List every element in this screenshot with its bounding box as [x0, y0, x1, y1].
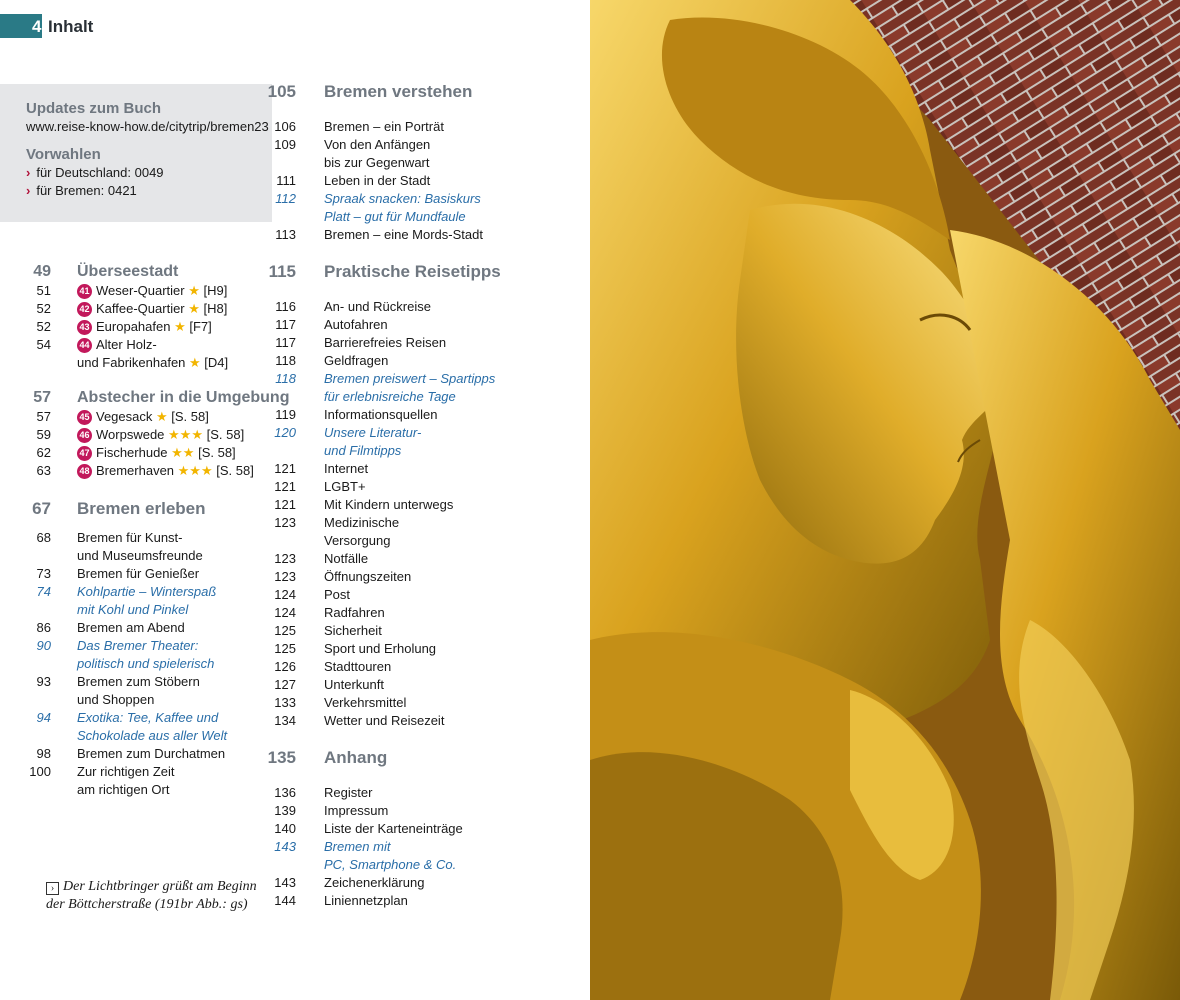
toc-entry-label: Radfahren — [324, 605, 385, 620]
toc-entry-label: und Filmtipps — [324, 443, 402, 458]
toc-page-number — [0, 856, 324, 874]
toc-entry[interactable] — [0, 406, 590, 424]
sight-number-badge: 46 — [77, 428, 92, 443]
toc-page-number: 139 — [274, 803, 296, 818]
toc-page-number: 140 — [274, 821, 296, 836]
toc-page-number: 125 — [274, 623, 296, 638]
toc-page-number: 93 — [36, 674, 51, 689]
toc-page-number: 123 — [274, 515, 296, 530]
toc-page-number: 134 — [274, 713, 296, 728]
toc-entry-label: Sicherheit — [324, 623, 382, 638]
toc-entry-label: Zur richtigen Zeit — [77, 764, 175, 779]
toc-entry-label: Notfälle — [324, 551, 369, 566]
toc-entry-label: Bremen für Genießer — [77, 566, 200, 581]
toc-page-number: 117 — [275, 317, 296, 332]
toc-entry-label: für erlebnisreiche Tage — [324, 389, 456, 404]
toc-entry-label: Liste der Karteneinträge — [324, 821, 463, 836]
toc-entry-label: Platt – gut für Mundfaule — [324, 209, 466, 224]
section-heading — [0, 262, 590, 282]
toc-page-number: 112 — [275, 191, 296, 206]
toc-page-number: 73 — [36, 566, 51, 581]
star-rating: ★ — [188, 283, 200, 298]
toc-entry[interactable] — [0, 334, 590, 352]
sight-label: Worpswede — [96, 427, 169, 442]
updates-heading: Updates zum Buch — [26, 100, 162, 117]
chevron-right-icon: › — [26, 165, 31, 180]
toc-entry-label: Geldfragen — [324, 353, 389, 368]
toc-page-number: 143 — [274, 839, 296, 854]
toc-entry-label: LGBT+ — [324, 479, 366, 494]
toc-entry-label: politisch und spielerisch — [77, 656, 215, 671]
toc-page-number: 57 — [36, 409, 51, 424]
map-reference: [H9] — [199, 283, 228, 298]
toc-page-number: 143 — [274, 875, 296, 890]
page-header — [32, 17, 93, 37]
toc-entry[interactable] — [0, 496, 590, 514]
toc-entry[interactable] — [0, 568, 590, 586]
toc-entry-label: am richtigen Ort — [77, 782, 170, 797]
star-rating: ★ — [174, 319, 186, 334]
section-title: Praktische Reisetipps — [324, 262, 501, 281]
toc-entry-label: Unterkunft — [324, 677, 384, 692]
toc-entry-label: Bremen für Kunst- — [77, 530, 183, 545]
toc-page-number: 68 — [36, 530, 51, 545]
toc-entry[interactable] — [0, 370, 590, 388]
toc-entry-label: Zeichenerklärung — [324, 875, 425, 890]
toc-page-number: 119 — [275, 407, 296, 422]
section-page-number: 105 — [267, 82, 296, 101]
sight-number-badge: 48 — [77, 464, 92, 479]
toc-entry[interactable] — [0, 208, 590, 226]
toc-entry[interactable] — [0, 604, 590, 622]
toc-entry-label: Medizinische — [324, 515, 400, 530]
sight-number-badge: 41 — [77, 284, 92, 299]
toc-entry[interactable] — [0, 352, 590, 370]
toc-page-number: 124 — [274, 587, 296, 602]
toc-entry-label: Öffnungszeiten — [324, 569, 412, 584]
section-page-number: 115 — [268, 262, 296, 281]
toc-entry-label: Schokolade aus aller Welt — [77, 728, 228, 743]
toc-entry-label: Autofahren — [324, 317, 388, 332]
toc-entry-label: Liniennetzplan — [324, 893, 408, 908]
sight-label: Kaffee-Quartier — [96, 301, 189, 316]
toc-entry-label: Bremen – ein Porträt — [324, 119, 444, 134]
toc-entry-label: Bremen am Abend — [77, 620, 185, 635]
vorwahl-item: › für Deutschland: 0049 — [26, 165, 164, 180]
toc-entry-label: Versorgung — [324, 533, 391, 548]
page-title: Inhalt — [48, 17, 94, 36]
toc-page-number: 52 — [36, 319, 51, 334]
map-reference: [D4] — [200, 355, 229, 370]
toc-page-number: 123 — [274, 551, 296, 566]
toc-page-number: 120 — [274, 425, 296, 440]
star-rating: ★ — [156, 409, 168, 424]
sight-label: Alter Holz- — [96, 337, 157, 352]
star-rating: ★★ — [171, 445, 195, 460]
section-title: Abstecher in die Umgebung — [77, 389, 290, 406]
toc-entry-label: An- und Rückreise — [324, 299, 431, 314]
sight-number-badge: 45 — [77, 410, 92, 425]
golden-sculpture-photo — [590, 0, 1180, 1000]
toc-page-number: 59 — [36, 427, 51, 442]
toc-page-number: 98 — [36, 746, 51, 761]
star-rating: ★★★ — [177, 463, 213, 478]
section-title: Überseestadt — [77, 263, 179, 280]
toc-entry-label: Sport und Erholung — [324, 641, 437, 656]
toc-page-number: 124 — [274, 605, 296, 620]
toc-entry[interactable] — [0, 784, 590, 802]
toc-page-number: 136 — [274, 785, 296, 800]
toc-page-number: 51 — [36, 283, 51, 298]
sight-label: und Fabrikenhafen — [77, 355, 190, 370]
toc-page-number: 144 — [274, 893, 296, 908]
sight-label: Weser-Quartier — [96, 283, 189, 298]
toc-entry-label: Informationsquellen — [324, 407, 438, 422]
section-title: Bremen verstehen — [324, 82, 473, 101]
toc-middle-column — [0, 82, 590, 910]
toc-page-number: 123 — [274, 569, 296, 584]
toc-page-number: 63 — [36, 463, 51, 478]
toc-entry[interactable] — [0, 640, 590, 658]
toc-page-number — [0, 388, 324, 406]
arrow-right-box-icon: › — [46, 882, 59, 895]
sight-number-badge: 42 — [77, 302, 92, 317]
toc-entry[interactable] — [0, 478, 590, 496]
toc-page-number: 86 — [36, 620, 51, 635]
sculpture-illustration — [590, 0, 1180, 1000]
toc-entry[interactable] — [0, 658, 590, 676]
toc-entry-label: Leben in der Stadt — [324, 173, 431, 188]
toc-entry[interactable] — [0, 172, 590, 190]
sight-label: Fischerhude — [96, 445, 172, 460]
page-number: 4 — [32, 17, 42, 36]
toc-entry[interactable] — [0, 298, 590, 316]
toc-entry-label: Bremen mit — [324, 839, 391, 854]
toc-entry[interactable] — [0, 622, 590, 640]
map-reference: [H8] — [199, 301, 228, 316]
toc-entry-label: Kohlpartie – Winterspaß — [77, 584, 217, 599]
star-rating: ★ — [189, 355, 201, 370]
toc-entry[interactable] — [0, 856, 590, 874]
toc-entry-label: Von den Anfängen — [324, 137, 431, 152]
toc-page-number: 121 — [274, 497, 296, 512]
toc-entry-label: Wetter und Reisezeit — [324, 713, 445, 728]
updates-url[interactable]: www.reise-know-how.de/citytrip/bremen23 — [26, 119, 269, 134]
toc-page-number: 94 — [36, 710, 51, 725]
toc-entry-label: Internet — [324, 461, 369, 476]
toc-page-number: 74 — [36, 584, 51, 599]
toc-entry-label: Post — [324, 587, 351, 602]
toc-page-number: 116 — [275, 299, 296, 314]
toc-entry-label: Bremen – eine Mords-Stadt — [324, 227, 483, 242]
toc-entry[interactable] — [0, 460, 590, 478]
section-page-number: 57 — [33, 389, 51, 406]
toc-entry-label: Impressum — [324, 803, 389, 818]
toc-entry[interactable] — [0, 586, 590, 604]
chevron-right-icon: › — [26, 183, 31, 198]
toc-page-number: 109 — [274, 137, 296, 152]
toc-page-number — [0, 532, 324, 550]
toc-entry-label: PC, Smartphone & Co. — [324, 857, 457, 872]
toc-entry[interactable] — [0, 820, 590, 838]
sight-number-badge: 44 — [77, 338, 92, 353]
toc-entry[interactable] — [0, 694, 590, 712]
toc-entry-label: Bremen zum Stöbern — [77, 674, 200, 689]
toc-entry[interactable] — [0, 676, 590, 694]
map-reference: [S. 58] — [167, 409, 209, 424]
toc-entry-label: Register — [324, 785, 373, 800]
toc-page-number: 54 — [36, 337, 51, 352]
star-rating: ★★★ — [168, 427, 203, 442]
section-heading — [0, 82, 590, 102]
toc-entry[interactable] — [0, 838, 590, 856]
sight-label: Bremerhaven — [96, 463, 178, 478]
toc-entry[interactable] — [0, 118, 590, 136]
toc-entry-label: Bremen preiswert – Spartipps — [324, 371, 496, 386]
toc-entry[interactable] — [0, 532, 590, 550]
toc-page-number: 118 — [275, 353, 296, 368]
toc-entry[interactable] — [0, 550, 590, 568]
toc-entry-label: Bremen zum Durchatmen — [77, 746, 226, 761]
toc-entry-label: mit Kohl und Pinkel — [77, 602, 189, 617]
sight-label: Europahafen — [96, 319, 175, 334]
toc-page-number: 106 — [274, 119, 296, 134]
toc-entry[interactable] — [0, 424, 590, 442]
toc-entry-label: Verkehrsmittel — [324, 695, 407, 710]
toc-page-number: 62 — [36, 445, 51, 460]
toc-entry-label: bis zur Gegenwart — [324, 155, 430, 170]
vorwahl-item: › für Bremen: 0421 — [26, 183, 137, 198]
section-title: Anhang — [324, 748, 388, 767]
toc-entry[interactable] — [0, 712, 590, 730]
sight-number-badge: 43 — [77, 320, 92, 335]
toc-entry[interactable] — [0, 442, 590, 460]
toc-page-number: 90 — [36, 638, 51, 653]
toc-entry-label: Stadttouren — [324, 659, 392, 674]
section-page-number: 135 — [267, 748, 296, 767]
toc-page-number: 126 — [274, 659, 296, 674]
sight-number-badge: 47 — [77, 446, 92, 461]
toc-entry-label: und Museumsfreunde — [77, 548, 203, 563]
toc-page-number: 113 — [275, 227, 296, 242]
toc-page-number: 118 — [275, 371, 296, 386]
sight-label: Vegesack — [96, 409, 156, 424]
section-page-number: 49 — [33, 263, 51, 280]
toc-page-number: 121 — [274, 479, 296, 494]
toc-entry[interactable] — [0, 316, 590, 334]
toc-entry-label: und Shoppen — [77, 692, 155, 707]
star-rating: ★ — [188, 301, 200, 316]
toc-entry[interactable] — [0, 802, 590, 820]
toc-page-number: 127 — [274, 677, 296, 692]
map-reference: [S. 58] — [212, 463, 254, 478]
section-heading — [0, 748, 590, 768]
toc-entry[interactable] — [0, 226, 590, 244]
map-reference: [S. 58] — [194, 445, 236, 460]
toc-page-number — [0, 208, 324, 226]
toc-entry-label: Barrierefreies Reisen — [324, 335, 447, 350]
section-page-number: 67 — [32, 499, 51, 518]
toc-entry[interactable] — [0, 136, 590, 154]
toc-page-number: 111 — [276, 173, 296, 188]
section-title: Bremen erleben — [77, 499, 206, 518]
toc-entry-label: Unsere Literatur- — [324, 425, 422, 440]
toc-page-number: 100 — [29, 764, 51, 779]
toc-page-number: 133 — [274, 695, 296, 710]
toc-page-number: 121 — [274, 461, 296, 476]
toc-entry-label: Spraak snacken: Basiskurs — [324, 191, 481, 206]
toc-page-number — [0, 442, 324, 460]
toc-page-number: 117 — [275, 335, 296, 350]
toc-entry-label: Das Bremer Theater: — [77, 638, 199, 653]
map-reference: [F7] — [185, 319, 212, 334]
toc-entry[interactable] — [0, 514, 590, 532]
toc-page-number: 52 — [36, 301, 51, 316]
toc-page-number: 125 — [274, 641, 296, 656]
toc-entry-label: Exotika: Tee, Kaffee und — [77, 710, 219, 725]
toc-entry-label: Mit Kindern unterwegs — [324, 497, 454, 512]
toc-entry[interactable] — [0, 154, 590, 172]
map-reference: [S. 58] — [202, 427, 245, 442]
toc-page-number — [0, 154, 324, 172]
toc-entry[interactable] — [0, 190, 590, 208]
photo-caption: › Der Lichtbringer grüßt am Beginn der Böttcherstraße (191br Abb.: gs) — [46, 879, 257, 912]
vorwahlen-heading: Vorwahlen — [26, 146, 101, 163]
toc-entry[interactable] — [0, 388, 590, 406]
